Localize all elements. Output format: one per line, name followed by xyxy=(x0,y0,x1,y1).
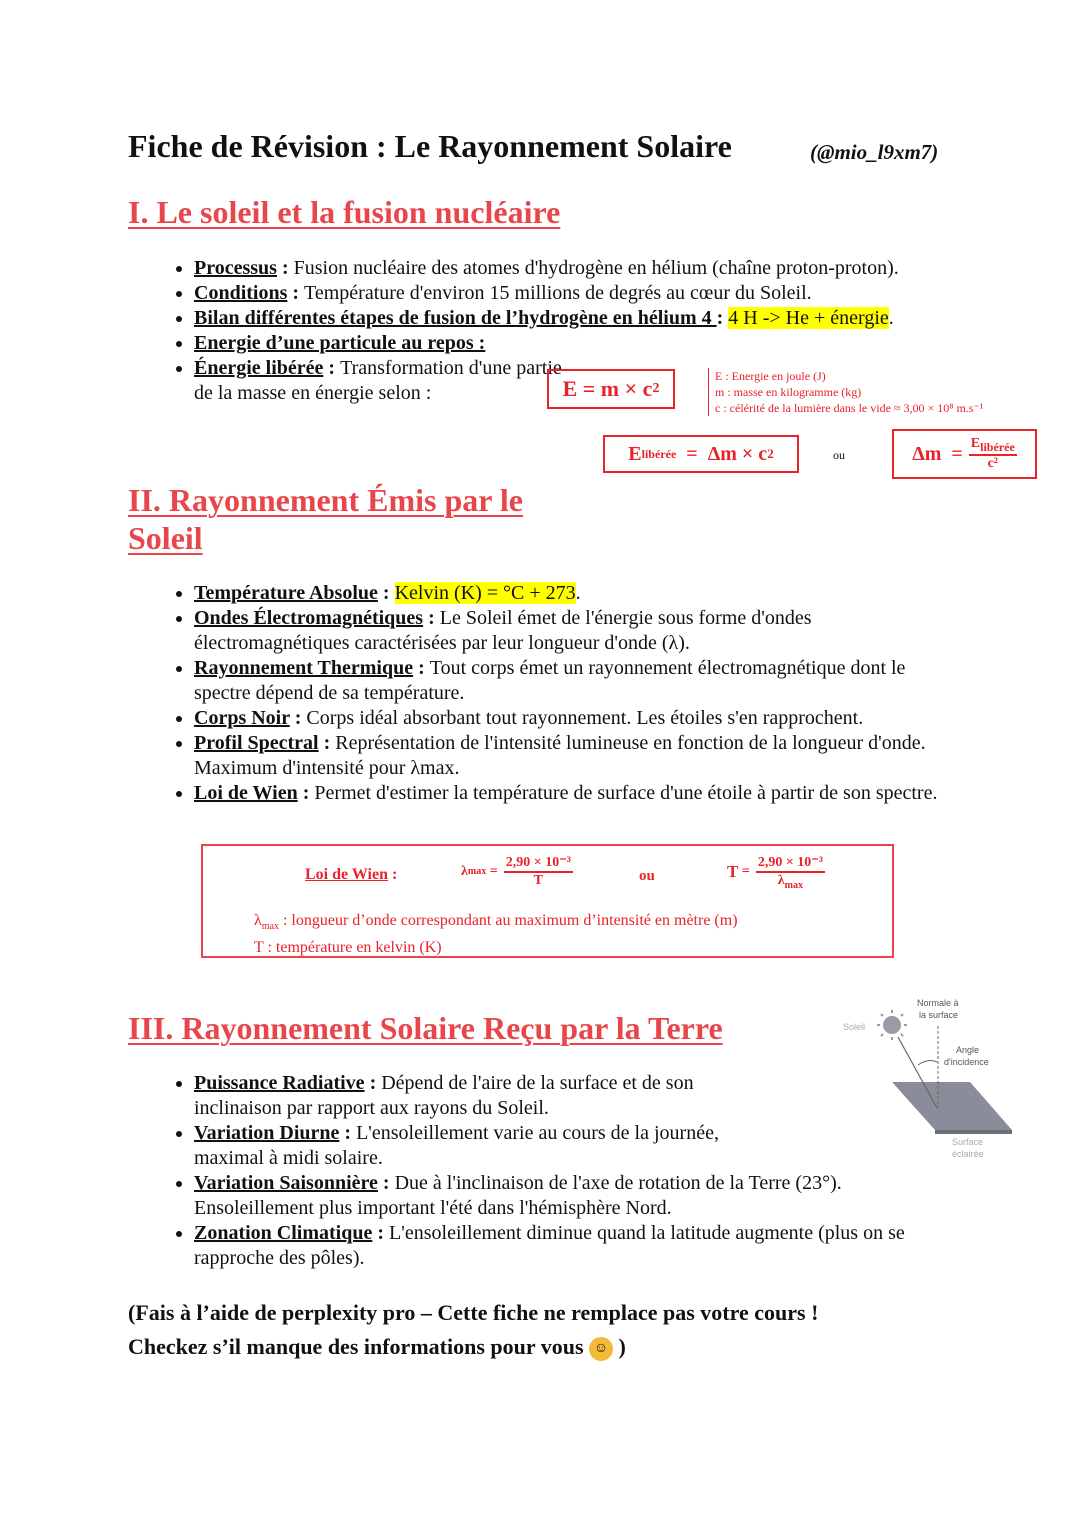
sun-icon xyxy=(877,1010,907,1040)
f-eq: = xyxy=(489,863,498,879)
f-eq: = xyxy=(951,442,963,465)
term: Température Absolue xyxy=(194,582,378,604)
fraction xyxy=(969,436,1017,473)
fraction xyxy=(504,854,573,889)
section-3-list-a xyxy=(128,1071,754,1171)
sep: : xyxy=(276,257,294,279)
section-2-list xyxy=(128,581,954,806)
page-title: Fiche de Révision : Le Rayonnement Solaire xyxy=(128,128,732,164)
footer-paren: ) xyxy=(613,1334,626,1359)
def-temperature: T : température en kelvin (K) xyxy=(254,939,442,957)
author-handle: (@mio_l9xm7) xyxy=(810,140,939,164)
definition: Représentation de l'intensité lumineuse en fonction de la longueur d'onde. Maximum d'intensité pour λmax. xyxy=(194,732,926,779)
term: Profil Spectral xyxy=(194,732,319,754)
list-item xyxy=(194,731,954,781)
term: Conditions xyxy=(194,282,288,304)
f-exp: 2 xyxy=(652,381,660,396)
sep: : xyxy=(297,782,315,804)
footer-line xyxy=(128,1330,818,1364)
list-item xyxy=(194,1171,954,1221)
or-label: ou xyxy=(639,868,655,884)
term: Processus xyxy=(194,257,277,279)
legend-line: c : célérité de la lumière dans le vide ≈ 3,00 × 10⁸ m.s⁻¹ xyxy=(715,401,984,415)
label-normal: Normale à xyxy=(917,998,959,1008)
or-label: ou xyxy=(833,448,845,462)
term: Bilan différentes étapes de fusion de l’hydrogène en hélium 4 xyxy=(194,307,717,329)
f-den: λ xyxy=(777,873,785,888)
definition: Dépend de l'aire de la surface et de son inclinaison par rapport aux rayons du Soleil. xyxy=(194,1072,694,1119)
def: : longueur d’onde correspondant au maximum d’intensité en mètre (m) xyxy=(278,912,738,929)
f-eq: = xyxy=(686,442,698,465)
term: Puissance Radiative xyxy=(194,1072,365,1094)
definition: . xyxy=(888,307,894,329)
incidence-angle-diagram xyxy=(830,990,1030,1170)
term: Corps Noir xyxy=(194,707,290,729)
definition: . xyxy=(575,582,581,604)
definition: L'ensoleillement diminue quand la latitude augmente (plus on se rapproche des pôles). xyxy=(194,1222,905,1269)
f-lhs: E xyxy=(628,442,642,465)
def-lambda xyxy=(254,910,738,937)
section-3-list-b xyxy=(128,1171,954,1271)
term: Variation Saisonnière xyxy=(194,1172,378,1194)
legend-line: E : Energie en joule (J) xyxy=(715,369,826,383)
f-den: c² xyxy=(987,456,998,472)
formula-mass-energy xyxy=(547,369,675,409)
label-normal: la surface xyxy=(919,1010,959,1020)
footer-line: (Fais à l’aide de perplexity pro – Cette fiche ne remplace pas votre cours ! xyxy=(128,1300,819,1325)
f-rhs: Δm × c xyxy=(707,442,768,465)
sep: : xyxy=(323,357,341,379)
term: Ondes Électromagnétiques xyxy=(194,607,424,629)
definition: Permet d'estimer la température de surface d'une étoile à partir de son spectre. xyxy=(314,782,938,804)
sym: λ xyxy=(254,912,262,929)
definition: Transformation d'une partie de la masse en énergie selon : xyxy=(194,357,562,404)
sep: : xyxy=(716,307,729,329)
definition: Corps idéal absorbant tout rayonnement. Les étoiles s'en rapprochent. xyxy=(306,707,864,729)
sep: : xyxy=(423,607,440,629)
formula-released-energy xyxy=(603,435,799,473)
footer-text: Checkez s’il manque des informations pour vous xyxy=(128,1334,584,1359)
sep: : xyxy=(289,707,307,729)
wien-title: Loi de Wien xyxy=(305,866,388,883)
legend-line: m : masse en kilogramme (kg) xyxy=(715,385,862,399)
label-angle: d'incidence xyxy=(944,1057,989,1067)
f-exp: 2 xyxy=(767,446,774,461)
sep: : xyxy=(377,1172,395,1194)
sep: : xyxy=(287,282,305,304)
f-sub: libérée xyxy=(641,446,677,461)
f-den: T xyxy=(533,873,543,888)
highlight: Kelvin (K) = °C + 273 xyxy=(394,582,576,604)
list-item xyxy=(194,656,954,706)
sep: : xyxy=(364,1072,382,1094)
footer-note xyxy=(128,1296,818,1364)
f-eq: = xyxy=(582,376,596,401)
f-num: 2,90 × 10⁻³ xyxy=(504,854,573,873)
term: Loi de Wien xyxy=(194,782,298,804)
list-item xyxy=(194,306,914,331)
label-sun: Soleil xyxy=(843,1022,866,1032)
list-item xyxy=(194,706,954,731)
f-sub: libérée xyxy=(980,439,1015,454)
definition: Tout corps émet un rayonnement électromagnétique dont le spectre dépend de sa température. xyxy=(194,657,906,704)
wien-formula-1 xyxy=(461,854,573,889)
wien-formula-2 xyxy=(727,854,825,891)
list-item xyxy=(194,1121,754,1171)
section-1-heading: I. Le soleil et la fusion nucléaire xyxy=(128,194,561,230)
term: Variation Diurne xyxy=(194,1122,340,1144)
f-lhs: λ xyxy=(461,863,468,879)
highlight: 4 H -> He + énergie xyxy=(728,307,889,329)
definition: L'ensoleillement varie au cours de la journée, maximal à midi solaire. xyxy=(194,1122,719,1169)
formula-legend xyxy=(708,368,983,416)
definition: Température d'environ 15 millions de degrés au cœur du Soleil. xyxy=(304,282,812,304)
list-item xyxy=(194,606,954,656)
heading-line: II. Rayonnement Émis par le xyxy=(128,482,523,518)
wien-law-box xyxy=(201,844,894,958)
list-item xyxy=(194,581,954,606)
list-item xyxy=(194,281,914,306)
f-lhs: E xyxy=(562,376,578,401)
f-lhs: T xyxy=(727,862,739,882)
wien-definitions xyxy=(254,910,738,958)
term: Zonation Climatique xyxy=(194,1222,373,1244)
term: Énergie libérée xyxy=(194,357,324,379)
list-item xyxy=(194,331,914,356)
list-item xyxy=(194,781,954,806)
f-sub: max xyxy=(784,879,803,891)
f-lhs: Δm xyxy=(912,442,942,465)
smiley-icon: ☺ xyxy=(589,1337,613,1361)
term: Energie d’une particule au repos : xyxy=(194,332,486,354)
f-sub: max xyxy=(467,866,487,877)
definition: Due à l'inclinaison de l'axe de rotation de la Terre (23°). Ensoleillement plus important l'été dans l'hémisphère Nord. xyxy=(194,1172,842,1219)
term: Rayonnement Thermique xyxy=(194,657,414,679)
list-item xyxy=(194,256,914,281)
label-surface: éclairée xyxy=(952,1149,984,1159)
heading-line: Soleil xyxy=(128,520,203,556)
sub: max xyxy=(261,921,279,933)
fraction xyxy=(756,854,825,891)
sep: : xyxy=(339,1122,357,1144)
sep: : xyxy=(377,582,395,604)
sep: : xyxy=(318,732,336,754)
formula-mass-defect xyxy=(892,429,1037,479)
list-item xyxy=(194,1221,954,1271)
sep: : xyxy=(413,657,430,679)
label-angle: Angle xyxy=(956,1045,980,1055)
f-rhs: m × c xyxy=(600,376,653,401)
sep: : xyxy=(387,866,398,883)
f-num: E xyxy=(970,435,981,451)
section-3-heading: III. Rayonnement Solaire Reçu par la Terre xyxy=(128,1010,723,1046)
sep: : xyxy=(372,1222,390,1244)
f-num: 2,90 × 10⁻³ xyxy=(756,854,825,873)
definition: Le Soleil émet de l'énergie sous forme d'ondes électromagnétiques caractérisées par leur longueur d'onde (λ). xyxy=(194,607,812,654)
label-surface: Surface xyxy=(952,1137,984,1147)
definition: Fusion nucléaire des atomes d'hydrogène en hélium (chaîne proton-proton). xyxy=(293,257,899,279)
list-item xyxy=(194,1071,754,1121)
wien-label xyxy=(305,866,397,884)
section-2-heading xyxy=(128,481,523,557)
f-eq: = xyxy=(741,864,750,880)
list-item xyxy=(194,356,574,406)
